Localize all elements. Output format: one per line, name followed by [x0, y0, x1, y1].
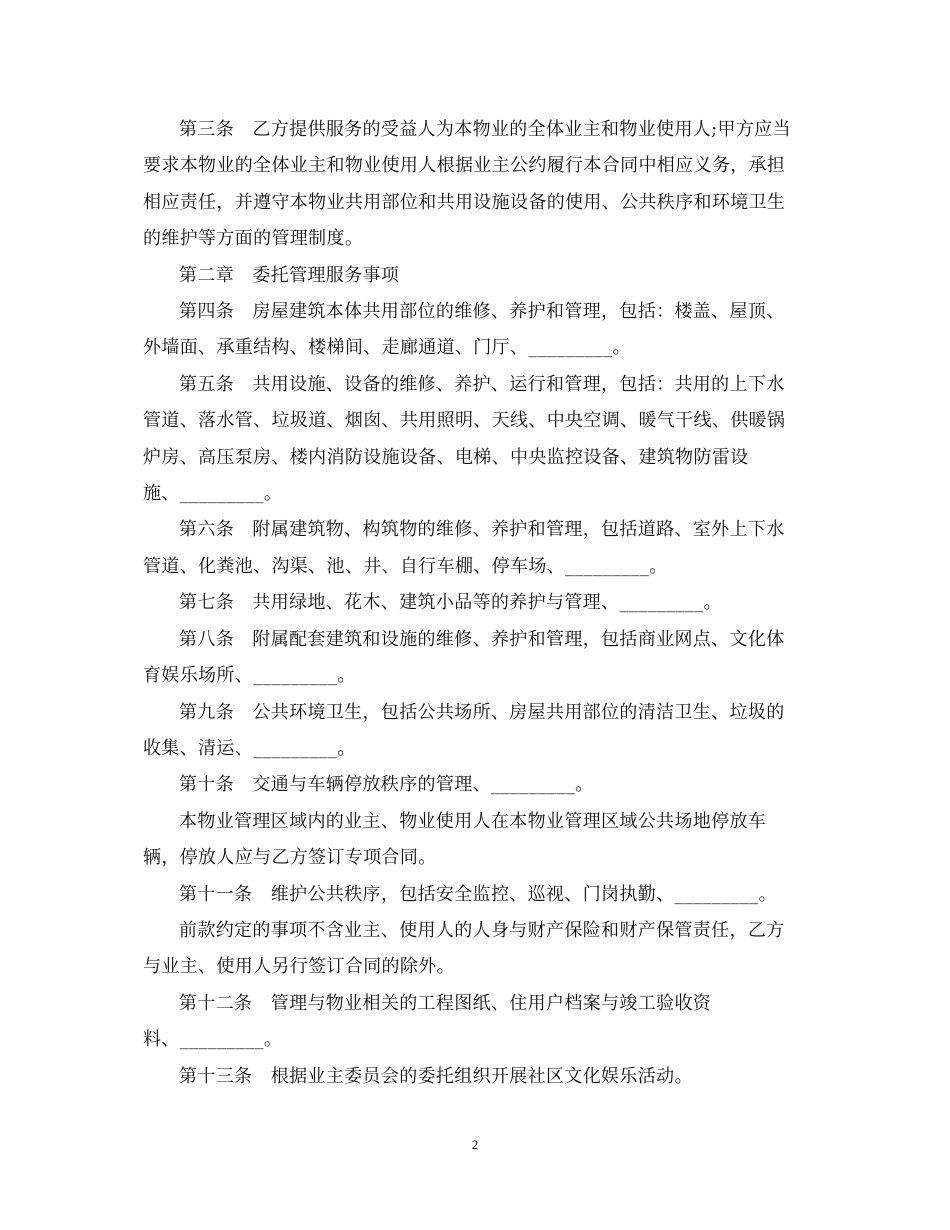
text-line: 第九条 公共环境卫生，包括公共场所、房屋共用部位的清洁卫生、垃圾的 — [179, 701, 785, 723]
paragraph-article-3 — [143, 112, 803, 258]
text-line: 料、_________。 — [143, 1029, 283, 1051]
text-line: 与业主、使用人另行签订合同的除外。 — [143, 956, 455, 978]
text-line: 管道、落水管、垃圾道、烟囱、共用照明、天线、中央空调、暖气干线、供暖锅 — [143, 410, 786, 432]
text-line: 第十条 交通与车辆停放秩序的管理、_________。 — [179, 774, 594, 796]
text-line: 第三条 乙方提供服务的受益人为本物业的全体业主和物业使用人;甲方应当 — [179, 119, 791, 140]
paragraph-article-4 — [143, 294, 803, 367]
text-line: 第十一条 维护公共秩序，包括安全监控、巡视、门岗执勤、_________。 — [179, 883, 777, 905]
text-line: 前款约定的事项不含业主、使用人的人身与财产保险和财产保管责任，乙方 — [179, 919, 785, 941]
page-number: 2 — [471, 1137, 479, 1152]
paragraph-article-9 — [143, 695, 803, 768]
paragraph-article-11-note — [143, 913, 803, 986]
paragraph-article-12 — [143, 986, 803, 1059]
text-line: 第十三条 根据业主委员会的委托组织开展社区文化娱乐活动。 — [179, 1065, 693, 1087]
text-line: 第十二条 管理与物业相关的工程图纸、住用户档案与竣工验收资 — [179, 992, 712, 1014]
text-line: 第六条 附属建筑物、构筑物的维修、养护和管理，包括道路、室外上下水 — [179, 519, 785, 541]
paragraph-article-11 — [143, 877, 803, 913]
document-body — [143, 112, 803, 1095]
paragraph-article-5 — [143, 367, 803, 513]
text-line: 第八条 附属配套建筑和设施的维修、养护和管理，包括商业网点、文化体 — [179, 628, 785, 650]
paragraph-article-13 — [143, 1059, 803, 1095]
text-line: 施、_________。 — [143, 483, 283, 505]
paragraph-article-6 — [143, 512, 803, 585]
chapter-heading — [143, 258, 803, 294]
text-line: 第四条 房屋建筑本体共用部位的维修、养护和管理，包括：楼盖、屋顶、 — [179, 301, 785, 323]
text-line: 第二章 委托管理服务事项 — [179, 264, 400, 286]
paragraph-article-10-note — [143, 804, 803, 877]
text-line: 要求本物业的全体业主和物业使用人根据业主公约履行本合同中相应义务，承担 — [143, 155, 786, 177]
text-line: 本物业管理区域内的业主、物业使用人在本物业管理区域公共场地停放车 — [179, 810, 767, 832]
text-line: 收集、清运、_________。 — [143, 737, 356, 759]
text-line: 育娱乐场所、_________。 — [143, 665, 356, 687]
text-line: 管道、化粪池、沟渠、池、井、自行车棚、停车场、_________。 — [143, 555, 668, 577]
text-line: 辆，停放人应与乙方签订专项合同。 — [143, 847, 437, 869]
text-line: 外墙面、承重结构、楼梯间、走廊通道、门厅、_________。 — [143, 337, 631, 359]
text-line: 第五条 共用设施、设备的维修、养护、运行和管理，包括：共用的上下水 — [179, 373, 785, 395]
text-line: 的维护等方面的管理制度。 — [143, 228, 364, 250]
paragraph-article-7 — [143, 585, 803, 621]
paragraph-article-8 — [143, 622, 803, 695]
text-line: 第七条 共用绿地、花木、建筑小品等的养护与管理、_________。 — [179, 592, 722, 614]
text-line: 相应责任，并遵守本物业共用部位和共用设施设备的使用、公共秩序和环境卫生 — [143, 191, 786, 213]
text-line: 炉房、高压泵房、楼内消防设施设备、电梯、中央监控设备、建筑物防雷设 — [143, 446, 749, 468]
paragraph-article-10 — [143, 767, 803, 803]
